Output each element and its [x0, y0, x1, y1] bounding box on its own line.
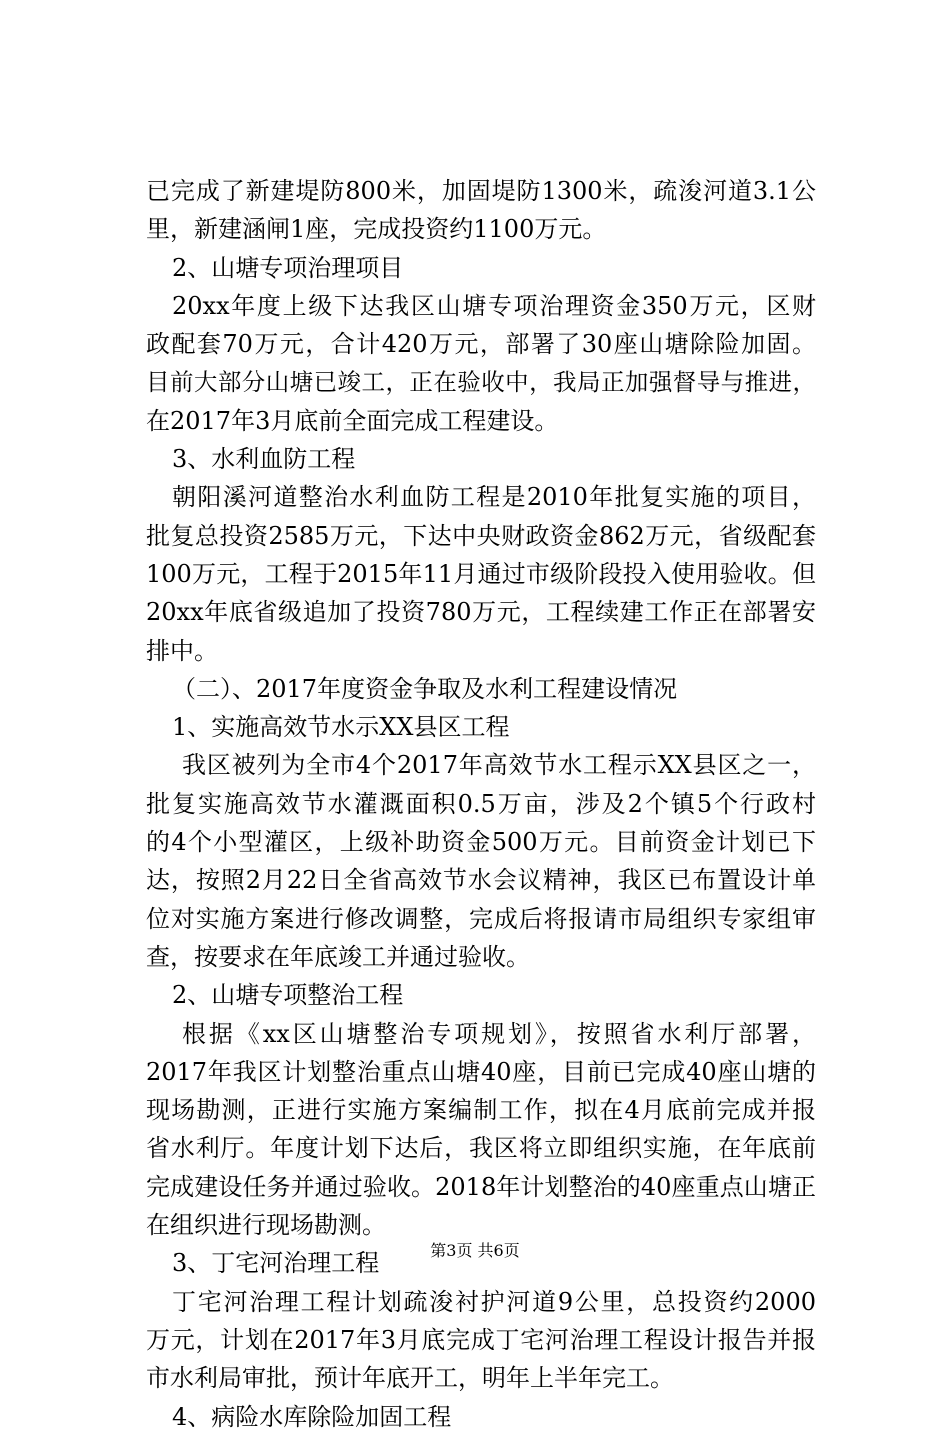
paragraph-line: 丁宅河治理工程计划疏浚衬护河道9公里，总投资约2000 [172, 1287, 816, 1316]
paragraph-line: 20xx年底省级追加了投资780万元，工程续建工作正在部署安 [146, 598, 816, 627]
paragraph-line: 朝阳溪河道整治水利血防工程是2010年批复实施的项目， [172, 483, 816, 512]
paragraph-line: 我区被列为全市4个2017年高效节水工程示XX县区之一， [182, 751, 816, 780]
paragraph-line: 根据《xx区山塘整治专项规划》，按照省水利厅部署， [182, 1019, 816, 1048]
paragraph-line: 在2017年3月底前全面完成工程建设。 [146, 406, 559, 435]
paragraph-line: 100万元，工程于2015年11月通过市级阶段投入使用验收。但 [146, 559, 816, 588]
paragraph-line: 的4个小型灌区，上级补助资金500万元。目前资金计划已下 [146, 828, 816, 857]
paragraph-line: 批复实施高效节水灌溉面积0.5万亩，涉及2个镇5个行政村 [146, 789, 816, 818]
section-heading: （二）、2017年度资金争取及水利工程建设情况 [172, 674, 678, 703]
section-heading: 2、山塘专项整治工程 [172, 981, 404, 1010]
section-heading: 1、实施高效节水示XX县区工程 [172, 713, 510, 742]
paragraph-line: 目前大部分山塘已竣工，正在验收中，我局正加强督导与推进， [146, 368, 816, 397]
section-heading: 3、水利血防工程 [172, 445, 356, 474]
paragraph-line: 位对实施方案进行修改调整，完成后将报请市局组织专家组审 [146, 904, 816, 933]
paragraph-line: 查，按要求在年底竣工并通过验收。 [146, 942, 530, 971]
paragraph-line: 20xx年度上级下达我区山塘专项治理资金350万元，区财 [172, 291, 816, 320]
paragraph-line: 达，按照2月22日全省高效节水会议精神，我区已布置设计单 [146, 866, 816, 895]
paragraph-line: 完成建设任务并通过验收。2018年计划整治的40座重点山塘正 [146, 1172, 816, 1201]
paragraph-line: 批复总投资2585万元，下达中央财政资金862万元，省级配套 [146, 521, 816, 550]
paragraph-line: 在组织进行现场勘测。 [146, 1211, 386, 1240]
paragraph-line: 2017年我区计划整治重点山塘40座，目前已完成40座山塘的 [146, 1057, 816, 1086]
paragraph-line: 排中。 [146, 636, 218, 665]
section-heading: 4、病险水库除险加固工程 [172, 1402, 452, 1431]
paragraph-line: 市水利局审批，预计年底开工，明年上半年完工。 [146, 1364, 674, 1393]
paragraph-line: 现场勘测，正进行实施方案编制工作，拟在4月底前完成并报 [146, 1096, 816, 1125]
paragraph-line: 里，新建涵闸1座，完成投资约1100万元。 [146, 215, 607, 244]
section-heading: 2、山塘专项治理项目 [172, 253, 404, 282]
page-footer: 第3页 共6页 [430, 1241, 520, 1260]
paragraph-line: 万元，计划在2017年3月底完成丁宅河治理工程设计报告并报 [146, 1325, 816, 1354]
paragraph-line: 省水利厅。年度计划下达后，我区将立即组织实施，在年底前 [146, 1134, 816, 1163]
paragraph-line: 已完成了新建堤防800米，加固堤防1300米，疏浚河道3.1公 [146, 177, 816, 205]
paragraph-line: 政配套70万元，合计420万元，部署了30座山塘除险加固。 [146, 330, 816, 359]
section-heading: 3、丁宅河治理工程 [172, 1249, 380, 1278]
